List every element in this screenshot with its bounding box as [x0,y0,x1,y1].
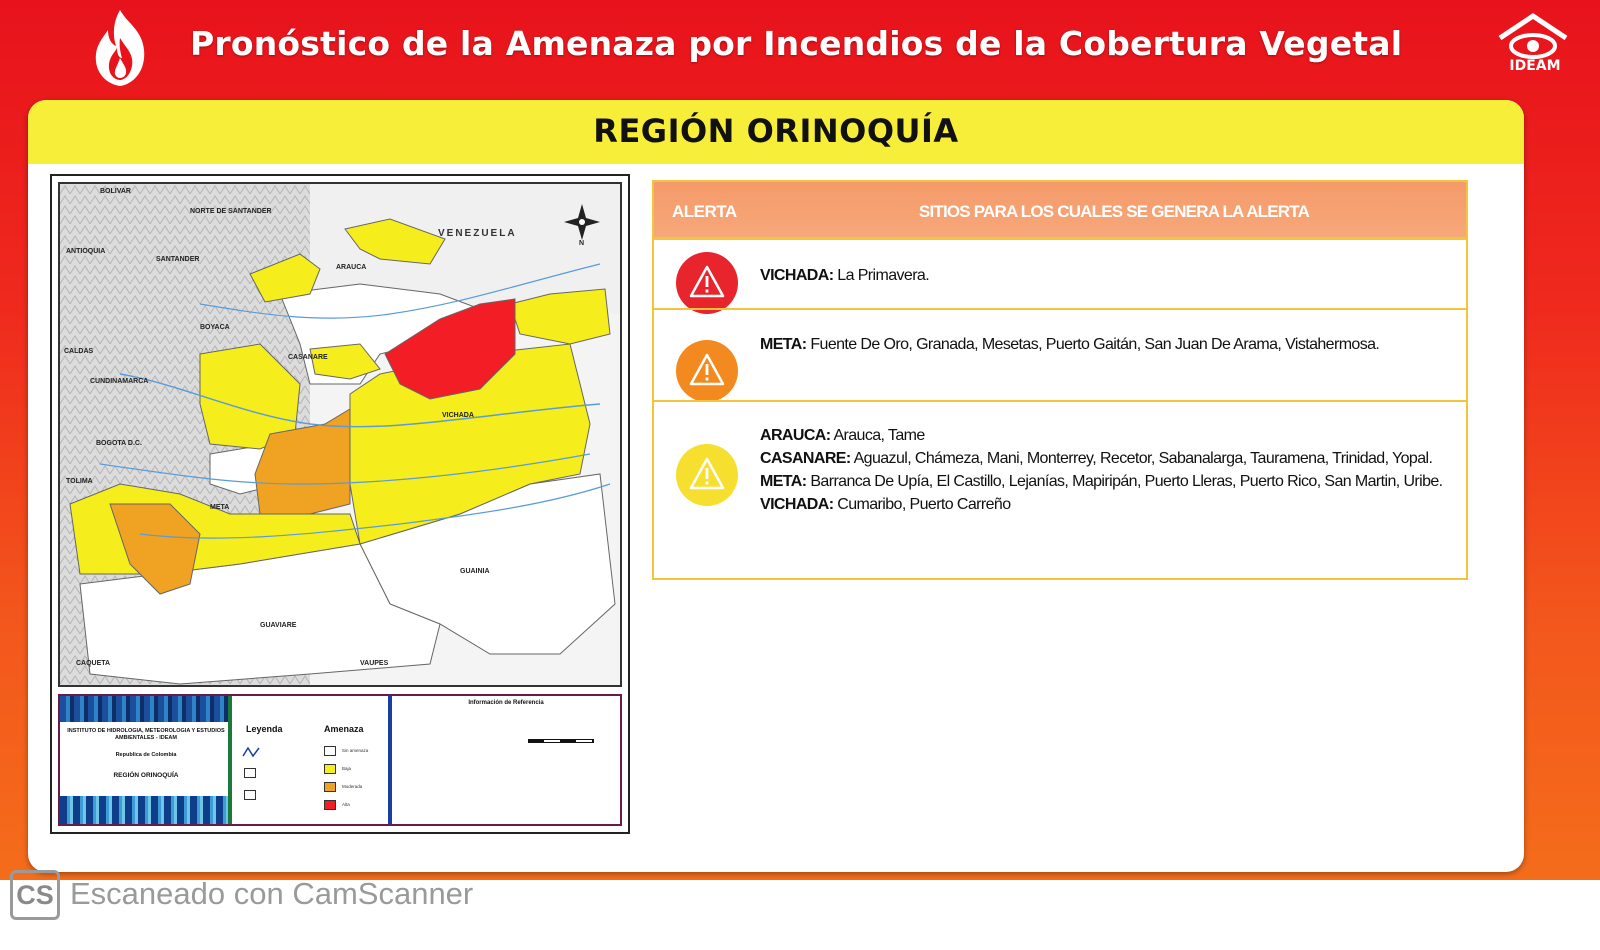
site-entry [760,424,1450,447]
alert-table [652,180,1468,580]
threat-level-label: Baja [342,766,352,771]
row-divider [654,308,1466,310]
threat-swatch-high [324,800,336,810]
threat-title: Amenaza [324,724,364,734]
dept-label: META: [760,473,807,490]
map-label: CASANARE [288,354,328,361]
sites-list: Aguazul, Chámeza, Mani, Monterrey, Recetor, Sabanalarga, Tauramena, Trinidad, Yopal. [853,450,1433,467]
sites-list: Cumaribo, Puerto Carreño [837,496,1011,513]
row-divider [654,400,1466,402]
threat-level-label: Sin amenaza [342,748,369,753]
yellow-alert-icon [676,444,738,506]
region-title: REGIÓN ORINOQUÍA [593,112,959,150]
dept-label: CASANARE: [760,450,851,467]
republic-label: Republica de Colombia [115,752,177,758]
boundary-legend-icon [244,790,256,800]
map-label: CALDAS [64,348,94,355]
boundary-legend-icon [244,768,256,778]
sites-list: Arauca, Tame [833,427,925,444]
alert-row-red [760,264,1450,287]
map-label: ANTIOQUIA [66,248,106,255]
map-label: GUAVIARE [260,622,297,629]
map-label: VICHADA [442,412,474,419]
red-alert-icon [676,252,738,314]
dept-label: VICHADA: [760,496,834,513]
legend-title: Leyenda [246,724,283,734]
map-label: BOGOTA D.C. [96,440,142,447]
threat-swatch-moderate [324,782,336,792]
threat-swatch-low [324,764,336,774]
threat-level-label: Moderada [342,784,363,789]
map-label: VAUPES [360,660,389,667]
map-label: TOLIMA [66,478,93,485]
scale-bar-icon [528,738,594,744]
reference-title: Información de Referencia [468,700,544,706]
table-header [654,182,1466,240]
footer-region: REGIÓN ORINOQUÍA [113,772,179,779]
map-label: GUAINIA [460,568,490,575]
map-label: BOLIVAR [100,188,131,195]
site-entry [760,470,1450,493]
institute-name: INSTITUTO DE HIDROLOGIA, METEOROLOGIA Y ESTUDIOS AMBIENTALES - IDEAM [67,728,225,741]
camscanner-watermark: Escaneado con CamScanner [70,876,474,911]
institute-panel [60,696,232,824]
dept-label: ARAUCA: [760,427,831,444]
region-card [28,100,1524,872]
map-label: SANTANDER [156,256,200,263]
site-entry [760,493,1450,516]
page-title: Pronóstico de la Amenaza por Incendios de la Cobertura Vegetal [190,24,1403,63]
map-legend-panel [58,694,622,826]
col-header-alert: ALERTA [672,202,737,221]
country-label: VENEZUELA [438,228,517,239]
sites-list: La Primavera. [837,267,930,284]
sites-list: Barranca De Upía, El Castillo, Lejanías, Mapiripán, Puerto Lleras, Puerto Rico, San Martin, Uribe. [810,473,1443,490]
alert-row-orange [760,333,1450,356]
decor-strip [60,696,228,722]
map-label: CUNDINAMARCA [90,378,149,385]
threat-level-label: Alta [342,802,350,807]
dept-label: VICHADA: [760,267,834,284]
compass-label: N [579,240,585,247]
map-graphic [60,184,622,687]
fire-icon [84,8,156,88]
dept-label: META: [760,336,807,353]
threat-swatch-none [324,746,336,756]
orange-alert-icon [676,340,738,402]
decor-strip [60,796,228,824]
map-area [58,182,622,687]
col-header-sites: SITIOS PARA LOS CUALES SE GENERA LA ALERTA [918,202,1310,221]
region-header [28,100,1524,164]
alert-row-yellow [760,424,1450,516]
legend-panel [232,696,392,824]
threat-map [50,174,630,834]
sites-list: Fuente De Oro, Granada, Mesetas, Puerto Gaitán, San Juan De Arama, Vistahermosa. [810,336,1380,353]
reference-panel [392,696,620,824]
map-label: NORTE DE SANTANDER [190,208,272,215]
camscanner-logo: CS [10,870,60,920]
map-label: META [210,504,230,511]
river-legend-icon [242,746,260,758]
map-label: CAQUETA [76,660,111,667]
map-label: ARAUCA [336,264,367,271]
ideam-logo-text: IDEAM [1509,58,1561,74]
map-label: BOYACA [200,324,230,331]
site-entry [760,447,1450,470]
